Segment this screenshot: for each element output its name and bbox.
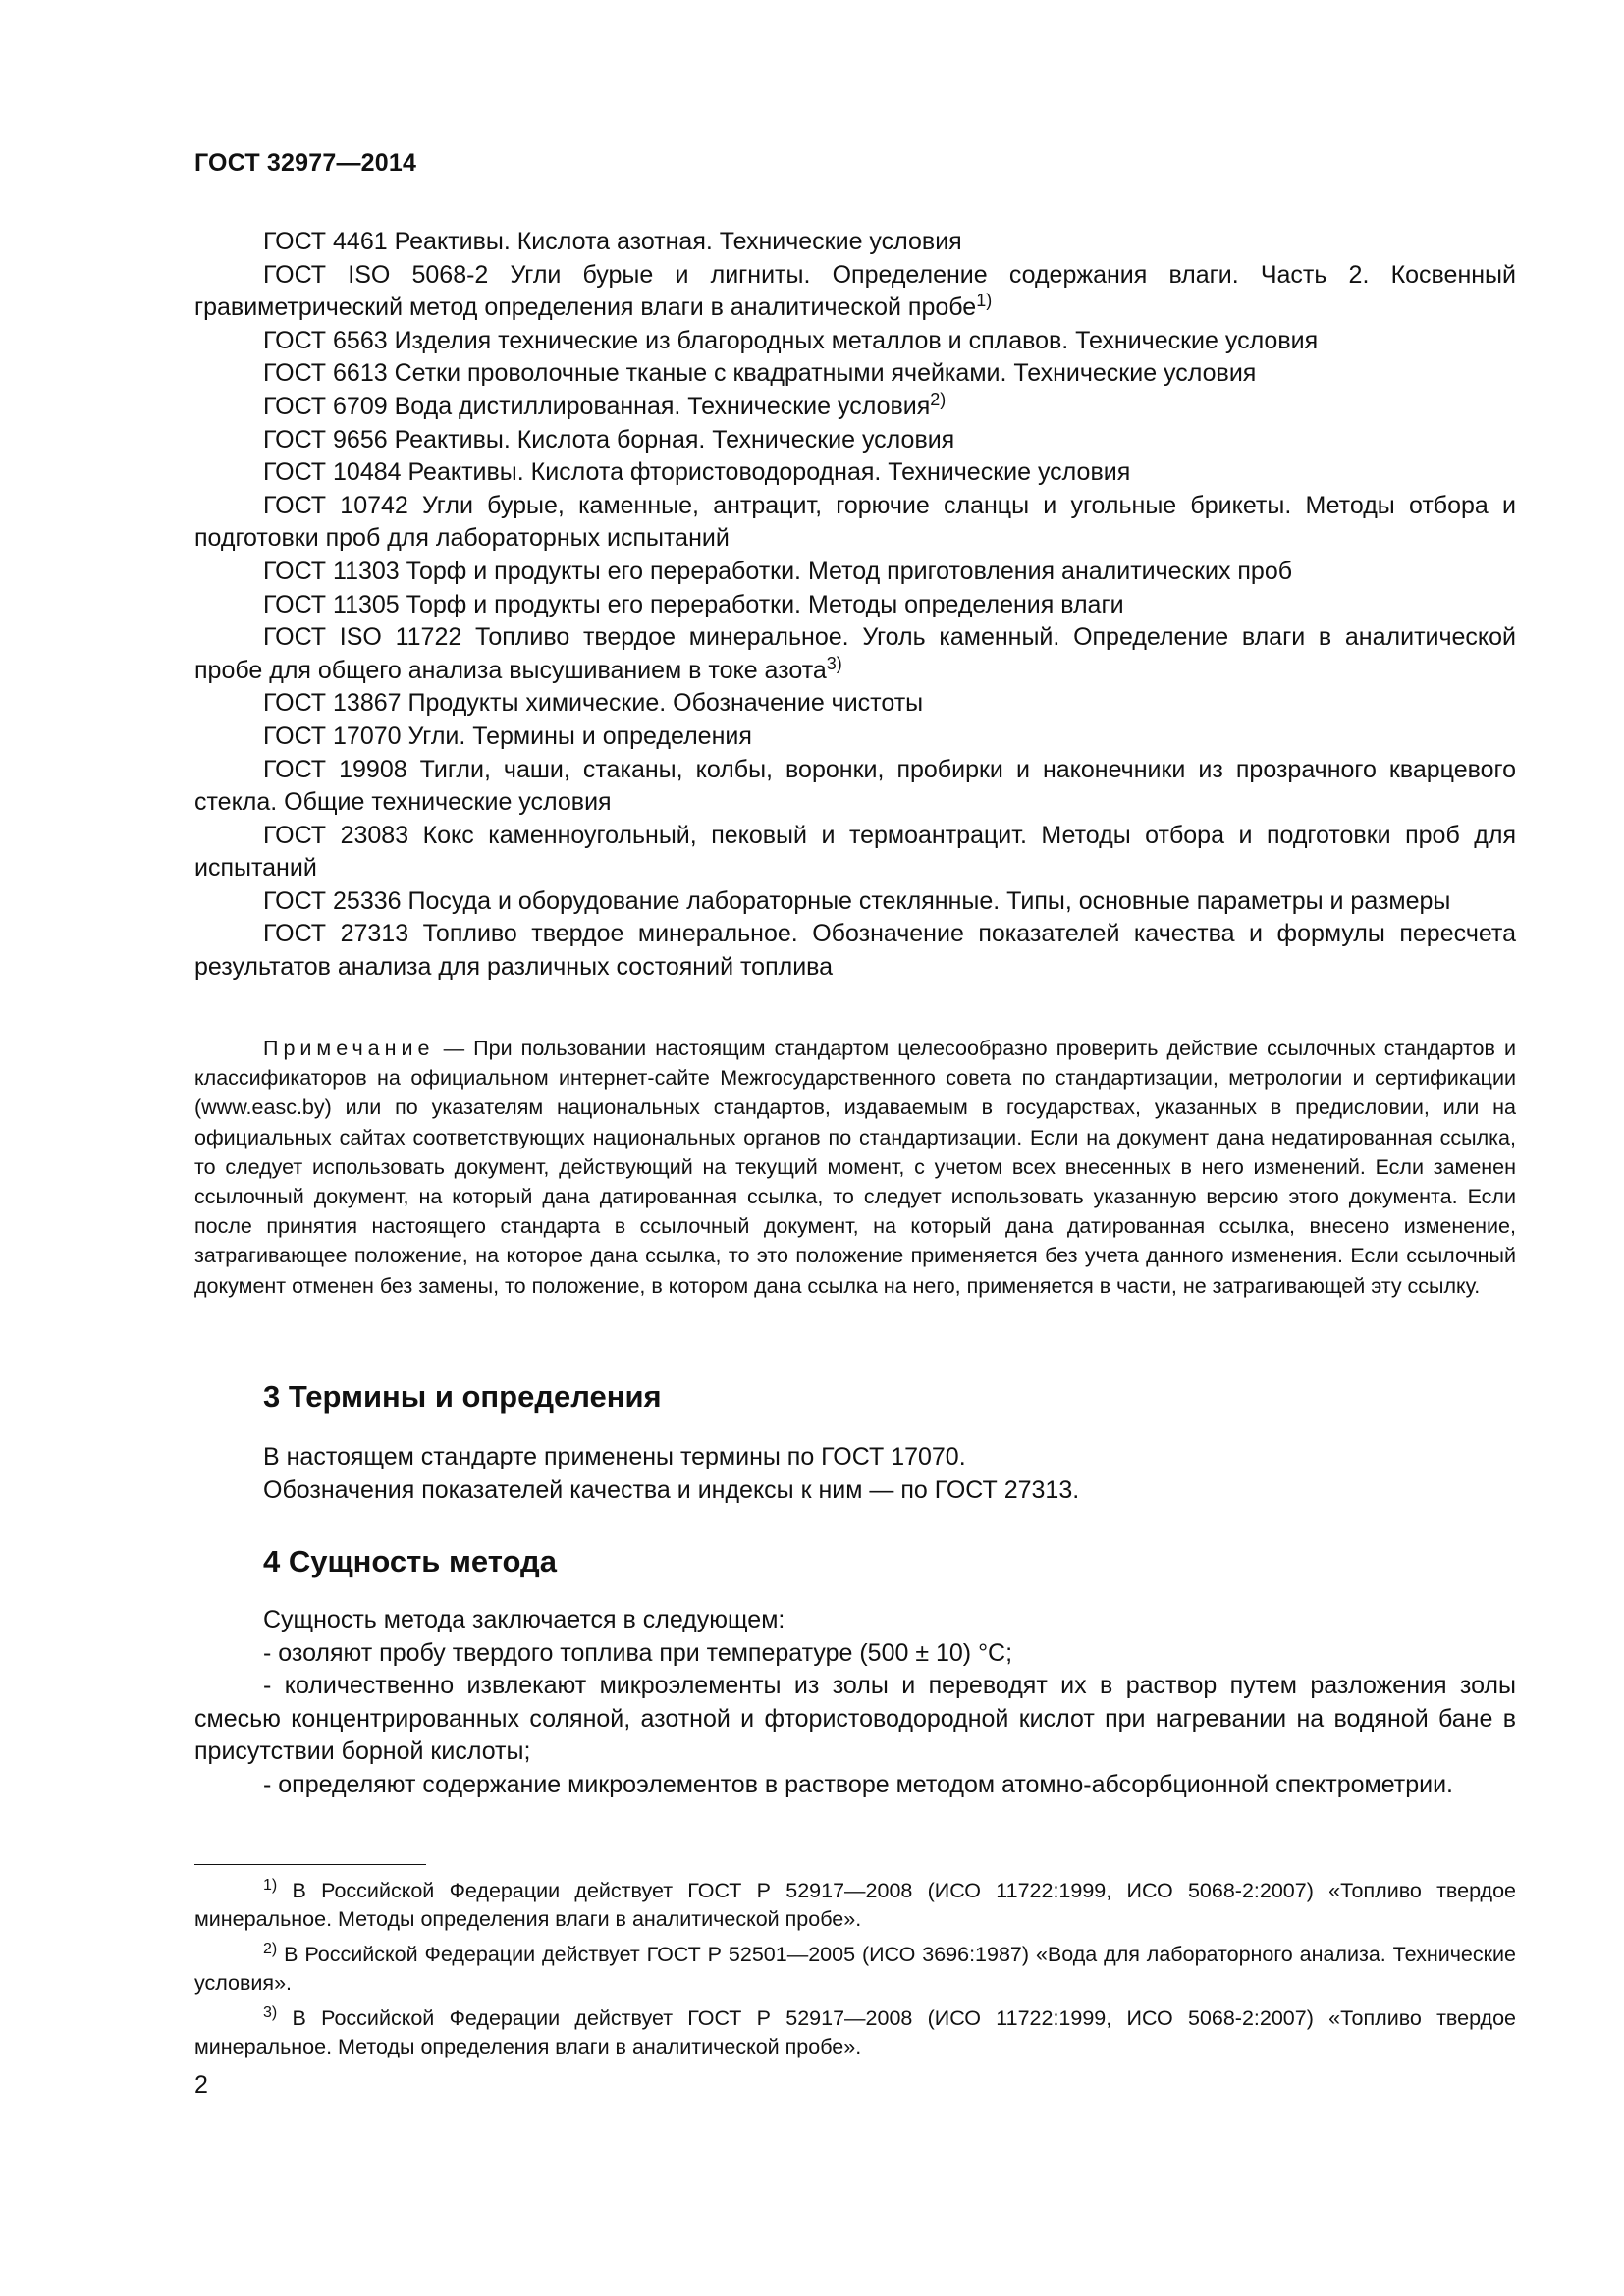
reference-item <box>194 391 1516 424</box>
reference-text: ГОСТ 6563 Изделия технические из благородных металлов и сплавов. Технические условия <box>263 326 1319 354</box>
footnote-mark: 3) <box>263 2004 278 2021</box>
reference-text: ГОСТ 27313 Топливо твердое минеральное. Обозначение показателей качества и формулы пересчета результатов анализа для различных состояний топлива <box>194 920 1516 982</box>
section-4-body <box>194 1604 1516 1802</box>
body-paragraph: - определяют содержание микроэлементов в растворе методом атомно-абсорбционной спектрометрии. <box>263 1770 1453 1798</box>
reference-text: ГОСТ 10484 Реактивы. Кислота фтористоводородная. Технические условия <box>263 458 1131 487</box>
reference-text: ГОСТ 9656 Реактивы. Кислота борная. Технические условия <box>263 425 955 454</box>
reference-text: ГОСТ 25336 Посуда и оборудование лабораторные стеклянные. Типы, основные параметры и размеры <box>263 886 1451 915</box>
body-paragraph: Сущность метода заключается в следующем: <box>263 1606 785 1633</box>
footnote-text: В Российской Федерации действует ГОСТ Р 52501—2005 (ИСО 3696:1987) «Вода для лабораторного анализа. Технические условия». <box>194 1943 1516 1995</box>
reference-item <box>194 556 1516 589</box>
footnote <box>194 2004 1516 2060</box>
reference-text: ГОСТ 19908 Тигли, чаши, стаканы, колбы, воронки, пробирки и наконечники из прозрачного кварцевого стекла. Общие технические условия <box>194 755 1516 817</box>
reference-item <box>194 918 1516 984</box>
body-paragraph: В настоящем стандарте применены термины по ГОСТ 17070. <box>263 1443 966 1470</box>
reference-item <box>194 687 1516 721</box>
reference-text: ГОСТ ISO 5068-2 Угли бурые и лигниты. Определение содержания влаги. Часть 2. Косвенный гравиметрический метод определения влаги в аналитической пробе <box>194 260 1516 322</box>
section-4-title: 4 Сущность метода <box>263 1544 557 1578</box>
reference-item <box>194 621 1516 687</box>
body-paragraph: - озоляют пробу твердого топлива при температуре (500 ± 10) °С; <box>263 1638 1013 1667</box>
reference-item <box>194 456 1516 490</box>
reference-text: ГОСТ 13867 Продукты химические. Обозначение чистоты <box>263 689 924 718</box>
note-paragraph <box>194 1034 1516 1301</box>
page-number: 2 <box>194 2071 208 2099</box>
footnote-text: В Российской Федерации действует ГОСТ Р 52917—2008 (ИСО 11722:1999, ИСО 5068-2:2007) «Топливо твердое минеральное. Методы определения влаги в аналитической пробе». <box>194 2006 1516 2058</box>
section-3-title: 3 Термины и определения <box>263 1379 662 1414</box>
footnotes <box>194 1877 1516 2068</box>
reference-item <box>194 226 1516 259</box>
reference-text: ГОСТ 4461 Реактивы. Кислота азотная. Технические условия <box>263 228 962 255</box>
body-paragraph: Обозначения показателей качества и индексы к ним — по ГОСТ 27313. <box>263 1475 1080 1504</box>
reference-text: ГОСТ 10742 Угли бурые, каменные, антрацит, горючие сланцы и угольные брикеты. Методы отбора и подготовки проб для лабораторных испытаний <box>194 491 1516 553</box>
reference-text: ГОСТ 17070 Угли. Термины и определения <box>263 721 752 750</box>
footnote <box>194 1941 1516 1997</box>
reference-item <box>194 589 1516 622</box>
reference-item <box>194 259 1516 325</box>
reference-item <box>194 357 1516 391</box>
reference-item <box>194 325 1516 358</box>
reference-text: ГОСТ 11303 Торф и продукты его переработки. Метод приготовления аналитических проб <box>263 557 1293 585</box>
reference-text: ГОСТ 6709 Вода дистиллированная. Технические условия <box>263 392 931 420</box>
reference-item <box>194 721 1516 754</box>
footnote-divider <box>194 1864 426 1865</box>
note-text: — При пользовании настоящим стандартом целесообразно проверить действие ссылочных стандартов и классификаторов на официальном интернет-сайте Межгосударственного совета по стандартизации, метрологии и сертификации (www.easc.by) или по указателям национальных стандартов, издаваемым в государствах, указанных в предисловии, или на официальных сайтах соответствующих национальных органов по стандартизации. Если на документ дана недатированная ссылка, то следует использовать документ, действующий на текущий момент, с учетом всех внесенных в него изменений. Если заменен ссылочный документ, на который дана датированная ссылка, то следует использовать указанную версию этого документа. Если после принятия настоящего стандарта в ссылочный документ, на который дана датированная ссылка, внесено изменение, затрагивающее положение, на которое дана ссылка, то это положение применяется без учета данного изменения. Если ссылочный документ отменен без замены, то положение, в котором дана ссылка на него, применяется в части, не затрагивающей эту ссылку. <box>194 1037 1516 1298</box>
footnote-text: В Российской Федерации действует ГОСТ Р 52917—2008 (ИСО 11722:1999, ИСО 5068-2:2007) «Топливо твердое минеральное. Методы определения влаги в аналитической пробе». <box>194 1879 1516 1931</box>
normative-references-list <box>194 226 1516 985</box>
reference-item <box>194 885 1516 919</box>
footnote-mark: 1) <box>263 1877 278 1894</box>
footnote-marker: 2) <box>930 389 947 409</box>
footnote-marker: 1) <box>976 291 993 311</box>
reference-text: ГОСТ 11305 Торф и продукты его переработки. Методы определения влаги <box>263 590 1124 618</box>
reference-item <box>194 820 1516 885</box>
reference-item <box>194 424 1516 457</box>
document-header: ГОСТ 32977—2014 <box>194 149 417 177</box>
note-label: Примечание <box>263 1037 435 1060</box>
footnote-mark: 2) <box>263 1941 278 1957</box>
section-3-body <box>194 1441 1516 1507</box>
footnote-marker: 3) <box>826 653 842 673</box>
body-paragraph: - количественно извлекают микроэлементы из золы и переводят их в раствор путем разложения золы смесью концентрированных соляной, азотной и фтористоводородной кислот при нагревании на водяной бане в присутствии борной кислоты; <box>194 1672 1516 1766</box>
reference-item <box>194 754 1516 820</box>
reference-text: ГОСТ 23083 Кокс каменноугольный, пековый и термоантрацит. Методы отбора и подготовки проб для испытаний <box>194 821 1516 882</box>
reference-text: ГОСТ 6613 Сетки проволочные тканые с квадратными ячейками. Технические условия <box>263 359 1257 388</box>
footnote <box>194 1877 1516 1933</box>
reference-item <box>194 490 1516 556</box>
reference-text: ГОСТ ISO 11722 Топливо твердое минеральное. Уголь каменный. Определение влаги в аналитической пробе для общего анализа высушиванием в токе азота <box>194 623 1516 684</box>
